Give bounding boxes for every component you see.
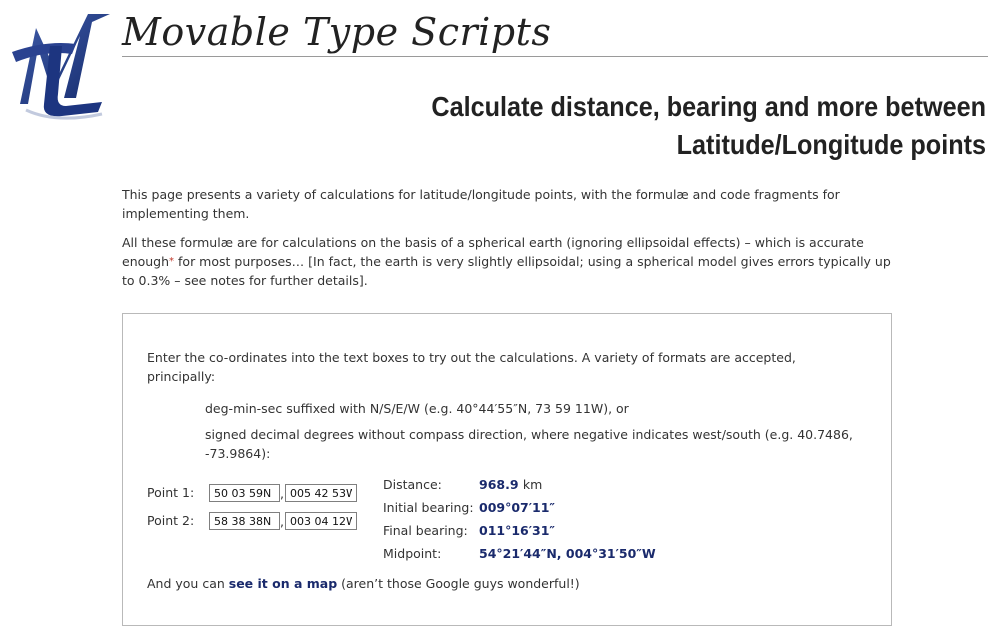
format-dms: deg-min-sec suffixed with N/S/E/W (e.g. 40°44′55″N, 73 59 11W), or: [205, 401, 629, 416]
map-sentence: [147, 576, 580, 591]
footnote-asterisk[interactable]: *: [169, 256, 175, 267]
point1-lat-input[interactable]: [209, 484, 280, 502]
map-prefix: And you can: [147, 576, 229, 591]
midpoint-value: 54°21′44″N, 004°31′50″W: [479, 546, 656, 561]
point1-label: Point 1:: [147, 485, 195, 500]
point1-lon-input[interactable]: [285, 484, 357, 502]
calculator-panel: [122, 313, 892, 626]
point2-comma: ,: [280, 514, 284, 529]
intro-paragraph-1: This page presents a variety of calculations for latitude/longitude points, with the formulæ and code fragments for implementing them.: [122, 187, 840, 221]
title-divider: [122, 56, 988, 57]
final-bearing-label: Final bearing:: [383, 523, 468, 538]
site-logo[interactable]: [6, 6, 118, 124]
initial-bearing-value: 009°07′11″: [479, 500, 556, 515]
final-bearing-value: 011°16′31″: [479, 523, 556, 538]
page-title: Calculate distance, bearing and more between Latitude/Longitude points: [431, 91, 986, 160]
map-suffix: (aren’t those Google guys wonderful!): [337, 576, 580, 591]
calculator-instructions: Enter the co-ordinates into the text boxes to try out the calculations. A variety of formats are accepted, principally:: [147, 350, 796, 384]
see-on-map-link[interactable]: see it on a map: [228, 576, 338, 591]
intro-text-b: for most purposes… [In fact, the earth is very slightly ellipsoidal; using a spherical model gives errors typically up to 0.3% – see notes for further details].: [122, 254, 891, 288]
point2-lat-input[interactable]: [209, 512, 280, 530]
format-decimal: signed decimal degrees without compass direction, where negative indicates west/south (e.g. 40.7486, -73.9864):: [205, 427, 853, 461]
initial-bearing-label: Initial bearing:: [383, 500, 474, 515]
intro-paragraph-2: [122, 233, 902, 290]
site-title[interactable]: Movable Type Scripts: [122, 10, 552, 54]
distance-unit: km: [522, 477, 543, 492]
point2-lon-input[interactable]: [285, 512, 357, 530]
distance-result: [479, 477, 542, 492]
distance-value: 968.9: [479, 477, 519, 492]
point2-label: Point 2:: [147, 513, 195, 528]
mtl-logo-icon: [6, 6, 118, 124]
distance-label: Distance:: [383, 477, 442, 492]
intro-text-a: All these formulæ are for calculations on the basis of a spherical earth (ignoring ellipsoidal effects) – which is accurate enough: [122, 235, 864, 269]
midpoint-label: Midpoint:: [383, 546, 442, 561]
point1-comma: ,: [280, 486, 284, 501]
